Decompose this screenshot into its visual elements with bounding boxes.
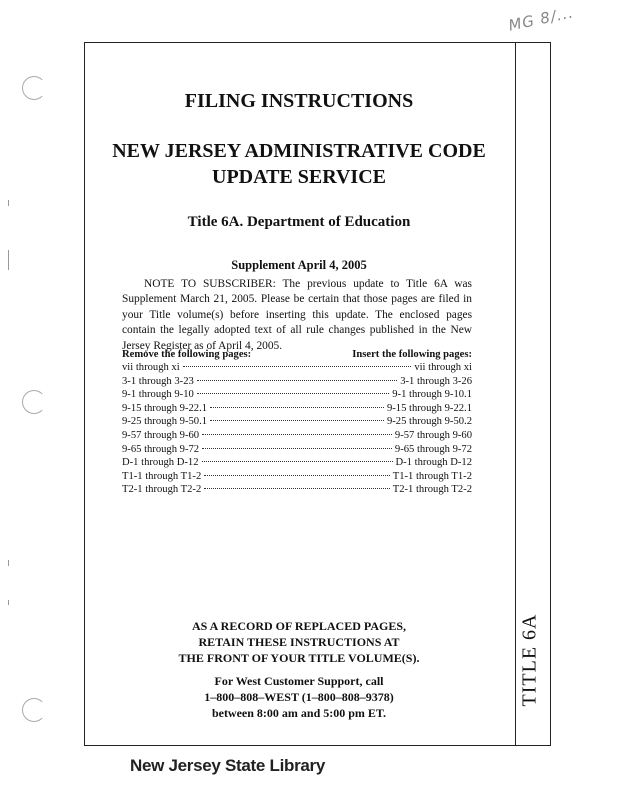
- remove-range: 9-57 through 9-60: [122, 429, 200, 441]
- record-line: THE FRONT OF YOUR TITLE VOLUME(S).: [178, 651, 420, 665]
- customer-support: [84, 673, 514, 721]
- table-row: [122, 376, 472, 390]
- insert-range: 9-57 through 9-60: [394, 429, 472, 441]
- table-row: [122, 403, 472, 417]
- remove-range: vii through xi: [122, 362, 180, 373]
- remove-range: 9-25 through 9-50.1: [122, 416, 208, 428]
- insert-range: 9-25 through 9-50.2: [386, 416, 472, 428]
- title-tab-label: TITLE 6A: [518, 613, 541, 707]
- subtitle-line: UPDATE SERVICE: [212, 166, 386, 188]
- dot-leader: [210, 420, 384, 421]
- scan-speck: [8, 600, 9, 605]
- document-title: FILING INSTRUCTIONS: [184, 90, 414, 112]
- table-header: [122, 349, 472, 360]
- table-row: [122, 389, 472, 403]
- subtitle-line: NEW JERSEY ADMINISTRATIVE CODE: [112, 140, 486, 162]
- remove-range: T2-1 through T2-2: [122, 484, 202, 496]
- punch-hole-bottom: [22, 698, 46, 722]
- library-stamp: New Jersey State Library: [130, 756, 326, 775]
- supplement-date: Supplement April 4, 2005: [231, 258, 367, 272]
- support-line: For West Customer Support, call: [214, 674, 384, 688]
- insert-range: T1-1 through T1-2: [392, 470, 472, 482]
- table-row: [122, 471, 472, 485]
- table-row: [122, 484, 472, 498]
- remove-range: 9-1 through 9-10: [122, 389, 194, 401]
- dot-leader: [197, 380, 397, 381]
- dot-leader: [204, 488, 390, 489]
- page-replacement-table: [122, 349, 472, 498]
- dot-leader: [202, 448, 392, 449]
- remove-range: T1-1 through T1-2: [122, 470, 202, 482]
- support-hours: between 8:00 am and 5:00 pm ET.: [211, 706, 387, 720]
- support-phone: 1–800–808–WEST (1–800–808–9378): [204, 690, 394, 704]
- remove-range: 9-65 through 9-72: [122, 443, 200, 455]
- table-row: [122, 416, 472, 430]
- dot-leader: [204, 475, 390, 476]
- title-heading: Title 6A. Department of Education: [187, 214, 411, 230]
- dot-leader: [197, 393, 389, 394]
- insert-range: 3-1 through 3-26: [400, 375, 472, 387]
- insert-range: D-1 through D-12: [395, 457, 472, 469]
- insert-range: T2-1 through T2-2: [392, 484, 472, 496]
- punch-hole-top: [22, 76, 46, 100]
- record-line: AS A RECORD OF REPLACED PAGES,: [191, 619, 407, 633]
- insert-range: vii through xi: [414, 362, 472, 373]
- document-subtitle: [84, 138, 514, 190]
- insert-range: 9-65 through 9-72: [394, 443, 472, 455]
- table-row: [122, 444, 472, 458]
- subscriber-notice: [122, 277, 472, 354]
- dot-leader: [202, 461, 393, 462]
- table-row: [122, 457, 472, 471]
- remove-header: Remove the following pages:: [122, 349, 252, 360]
- handwritten-note: MG 8/...: [506, 3, 576, 35]
- insert-range: 9-1 through 9-10.1: [392, 389, 472, 401]
- scan-speck: [8, 560, 9, 566]
- record-notice: [84, 618, 514, 666]
- insert-range: 9-15 through 9-22.1: [386, 402, 472, 414]
- dot-leader: [183, 366, 412, 367]
- tab-divider: [515, 43, 516, 745]
- dot-leader: [202, 434, 392, 435]
- remove-range: D-1 through D-12: [122, 457, 199, 469]
- scan-speck: [8, 200, 9, 206]
- scan-speck: [8, 250, 9, 270]
- subscriber-notice-text: NOTE TO SUBSCRIBER: The previous update to Title 6A was Supplement March 21, 2005. Please be certain that those pages are filed in your Title volume(s) before inserting this update. The enclosed pages contain the legally adopted text of all rule changes published in the New Jersey Register as of April 4, 2005.: [122, 278, 472, 352]
- remove-range: 9-15 through 9-22.1: [122, 402, 208, 414]
- record-line: RETAIN THESE INSTRUCTIONS AT: [198, 635, 400, 649]
- punch-hole-middle: [22, 390, 46, 414]
- remove-range: 3-1 through 3-23: [122, 375, 194, 387]
- table-row: [122, 430, 472, 444]
- table-row: [122, 362, 472, 376]
- insert-header: Insert the following pages:: [352, 349, 472, 360]
- dot-leader: [210, 407, 384, 408]
